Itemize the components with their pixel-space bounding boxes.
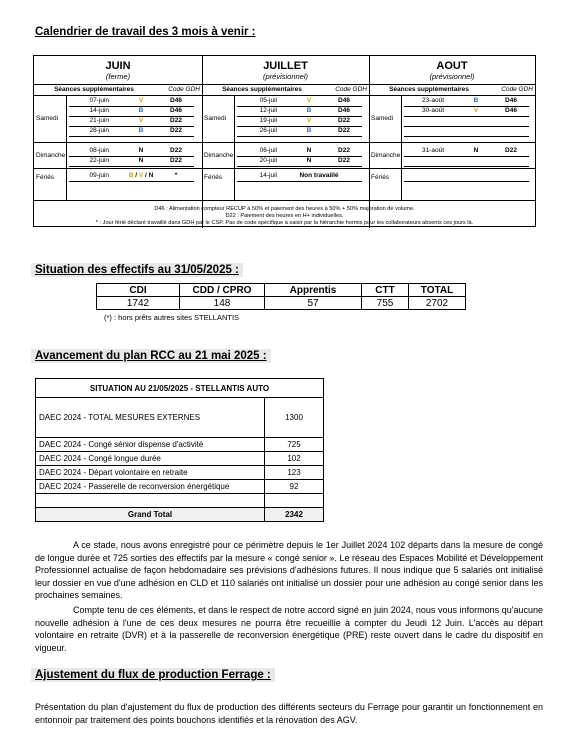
row-code: D22 xyxy=(338,117,350,124)
row-date: 21-juin xyxy=(89,117,109,124)
row-tag: V xyxy=(306,97,312,104)
month-status: (prévisionnel) xyxy=(262,72,309,81)
row-code: D22 xyxy=(338,147,350,154)
row-code: D22 xyxy=(170,117,182,124)
note-d46: D46 : Alimentation compteur RECUP à 50% et paiement des heures à 50% + 50% majoration de volume. xyxy=(154,206,415,212)
rcc-total-row xyxy=(36,508,324,522)
row-code: D22 xyxy=(170,147,182,154)
val-apprentis: 57 xyxy=(265,297,362,310)
rcc-value: 92 xyxy=(265,480,324,494)
row-date: 30-août xyxy=(421,107,444,114)
rcc-paragraph-1: A ce stade, nous avons enregistré pour ce périmètre depuis le 1er Juillet 2024 102 départs dans la mesure de congé de longue durée et 725 sorties des effectifs par la mesure « congé senior ». Le réseau des Espaces Mobilité et Développement Professionnel actualise de façon hebdomadaire ses prévisions d'adhésions futures. Il nous indique que 5 salariés ont initialisé leur dossier en vue d'une adhésion en CLD et 110 salariés ont initialisé un dossier pour une adhésion au congé senior dans les prochaines semaines. xyxy=(35,540,543,600)
row-tag: B xyxy=(473,97,479,104)
rcc-title: SITUATION AU 21/05/2025 - STELLANTIS AUTO xyxy=(36,379,324,398)
ferrage-heading: Ajustement du flux de production Ferrage : xyxy=(31,668,275,682)
rcc-value: 1300 xyxy=(265,411,324,424)
row-tag: V xyxy=(306,117,312,124)
effectifs-footnote: (*) : hors prêts autres sites STELLANTIS xyxy=(104,313,240,322)
row-date: 14-juin xyxy=(89,107,109,114)
table-row xyxy=(36,452,324,466)
row-date: 12-juil xyxy=(259,107,277,114)
val-cdd: 148 xyxy=(180,297,265,310)
col-cdi: CDI xyxy=(97,284,180,297)
rcc-label: DAEC 2024 - Congé sénior dispense d'activité xyxy=(36,438,265,452)
month-header xyxy=(369,84,535,96)
rcc-label: DAEC 2024 - Congé longue durée xyxy=(36,452,265,466)
rcc-value: 725 xyxy=(265,438,324,452)
month-header xyxy=(202,84,369,96)
rcc-heading: Avancement du plan RCC au 21 mai 2025 : xyxy=(31,349,271,363)
rcc-value: 102 xyxy=(265,452,324,466)
row-code: D46 xyxy=(505,107,517,114)
row-tag: Non travaillé xyxy=(299,172,339,179)
row-date: 08-juin xyxy=(89,147,109,154)
row-label-feries: Fériés xyxy=(371,174,390,181)
row-date: 14-juil xyxy=(259,172,277,179)
row-date: 26-juil xyxy=(259,127,277,134)
rcc-total-label: Grand Total xyxy=(36,508,265,522)
row-label-samedi: Samedi xyxy=(371,115,394,122)
row-code: D46 xyxy=(505,97,517,104)
row-tag: B xyxy=(138,127,144,134)
row-date: 31-août xyxy=(421,147,444,154)
row-code: D22 xyxy=(338,127,350,134)
row-tag: N xyxy=(473,147,479,154)
row-code: D46 xyxy=(338,97,350,104)
table-row xyxy=(36,411,324,424)
row-tag: V xyxy=(473,107,479,114)
calendar-month-2 xyxy=(369,56,535,228)
month-name: JUILLET xyxy=(263,60,308,72)
row-code: D22 xyxy=(170,127,182,134)
row-code: D46 xyxy=(170,107,182,114)
row-code: D46 xyxy=(338,107,350,114)
row-date: 20-juil xyxy=(259,157,277,164)
row-tag: N xyxy=(306,157,312,164)
val-total: 2702 xyxy=(409,297,466,310)
row-tag: B xyxy=(306,107,312,114)
rcc-label: DAEC 2024 - Passerelle de reconversion énergétique xyxy=(36,480,265,494)
ferrage-paragraph: Présentation du plan d'ajustement du flux de production des différents secteurs du Ferrage pour garantir un fonctionnement en entonnoir par traitement des points bouchons identifiés et la rénovation des AGV. xyxy=(35,702,543,725)
month-status: (prévisionnel) xyxy=(429,72,475,81)
col-cdd: CDD / CPRO xyxy=(180,284,265,297)
row-tag: B / V / N xyxy=(128,172,154,179)
row-tag: B xyxy=(138,107,144,114)
row-label-samedi: Samedi xyxy=(36,115,59,122)
row-date: 19-juil xyxy=(259,117,277,124)
val-cdi: 1742 xyxy=(97,297,180,310)
header-code: Code GDH xyxy=(335,86,367,93)
header-supp: Séances supplémentaires xyxy=(54,86,134,93)
row-date: 22-juin xyxy=(89,157,109,164)
row-code: D22 xyxy=(170,157,182,164)
row-label-feries: Fériés xyxy=(204,174,223,181)
row-code: * xyxy=(174,172,178,179)
table-row xyxy=(36,438,324,452)
row-label-samedi: Samedi xyxy=(204,115,227,122)
row-tag: V xyxy=(138,97,144,104)
header-code: Code GDH xyxy=(501,86,533,93)
rcc-paragraph-2: Compte tenu de ces éléments, et dans le respect de notre accord signé en juin 2024, nous vous informons qu'aucune nouvelle adhésion à l'une de ces deux mesures ne pourra être recueillie à compter du Jeudi 12 Juin. L'accès au départ volontaire en retraite (DVR) et à la passerelle de reconversion énergétique (PRE) reste ouvert dans le cadre du dispositif en vigueur. xyxy=(35,605,543,653)
row-date: 23-août xyxy=(421,97,444,104)
row-tag: N xyxy=(306,147,312,154)
row-tag: N xyxy=(138,147,144,154)
row-code: D46 xyxy=(170,97,182,104)
row-label-dimanche: Dimanche xyxy=(36,152,66,159)
row-tag: B xyxy=(306,127,312,134)
row-date: 05-juil xyxy=(259,97,277,104)
row-code: D22 xyxy=(338,157,350,164)
calendar-table xyxy=(33,55,536,227)
row-label-feries: Fériés xyxy=(36,174,55,181)
effectifs-heading: Situation des effectifs au 31/05/2025 : xyxy=(31,263,243,277)
col-total: TOTAL xyxy=(409,284,466,297)
row-date: 06-juil xyxy=(259,147,277,154)
month-status: (ferme) xyxy=(105,72,131,81)
row-label-dimanche: Dimanche xyxy=(371,152,401,159)
row-date: 28-juin xyxy=(89,127,109,134)
table-row xyxy=(36,480,324,494)
note-d22: D22 : Paiement des heures en H+ individuelles. xyxy=(225,213,344,219)
row-label-dimanche: Dimanche xyxy=(204,152,234,159)
calendar-month-0 xyxy=(34,56,202,228)
note-ferie: * : Jour férié déclaré travaillé dans GDH par le CSP. Pas de code spécifique à saisir par la hiérarchie hormis pour les collaborateurs absents ces jours là. xyxy=(95,220,474,226)
rcc-table xyxy=(35,378,324,522)
col-apprentis: Apprentis xyxy=(265,284,362,297)
rcc-total-value: 2342 xyxy=(265,508,324,522)
row-tag: N xyxy=(138,157,144,164)
header-supp: Séances supplémentaires xyxy=(389,86,469,93)
header-code: Code GDH xyxy=(168,86,200,93)
month-header xyxy=(34,84,202,96)
effectifs-table xyxy=(96,283,466,310)
table-row xyxy=(36,466,324,480)
calendar-month-1 xyxy=(202,56,369,228)
header-supp: Séances supplémentaires xyxy=(222,86,302,93)
row-code: D22 xyxy=(505,147,517,154)
rcc-label: DAEC 2024 - Départ volontaire en retraite xyxy=(36,466,265,480)
month-name: JUIN xyxy=(105,60,131,72)
calendar-heading: Calendrier de travail des 3 mois à venir : xyxy=(35,26,256,38)
rcc-label: DAEC 2024 - TOTAL MESURES EXTERNES xyxy=(39,413,201,422)
val-ctt: 755 xyxy=(362,297,409,310)
row-date: 07-juin xyxy=(89,97,109,104)
row-date: 09-juin xyxy=(89,172,109,179)
month-name: AOUT xyxy=(436,60,468,72)
rcc-value: 123 xyxy=(265,466,324,480)
col-ctt: CTT xyxy=(362,284,409,297)
row-tag: V xyxy=(138,117,144,124)
